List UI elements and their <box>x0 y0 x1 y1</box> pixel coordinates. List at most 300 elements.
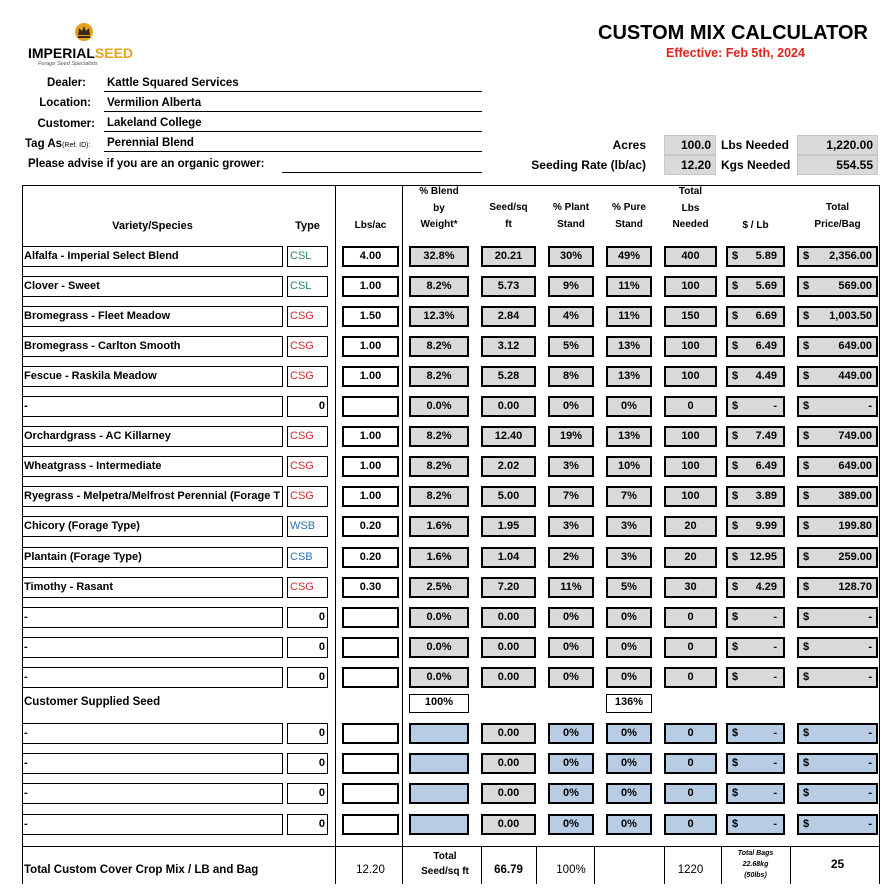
price-per-lb-cell <box>726 396 785 417</box>
price-per-lb-cell <box>726 637 785 658</box>
total-lbs-cell: 100 <box>664 426 717 447</box>
variety-field[interactable]: Bromegrass - Carlton Smooth <box>22 336 283 357</box>
lbs-ac-field[interactable]: 0.30 <box>342 577 399 598</box>
type-field[interactable]: 0 <box>287 783 328 804</box>
crown-icon <box>74 22 94 42</box>
total-price-cell-value: - <box>868 400 872 413</box>
table-row <box>0 392 892 422</box>
table-row <box>0 810 892 840</box>
kgs-needed-label: Kgs Needed <box>721 158 791 172</box>
type-field[interactable]: CSG <box>287 456 328 477</box>
currency-symbol: $ <box>803 640 810 653</box>
total-price-cell <box>797 306 878 327</box>
currency-symbol: $ <box>803 280 810 293</box>
customer-field[interactable]: Lakeland College <box>104 114 482 132</box>
pure-stand-cell: 49% <box>606 246 652 267</box>
price-per-lb-cell-value: 4.49 <box>755 370 777 383</box>
total-lbs-cell: 20 <box>664 547 717 568</box>
blend-cell <box>409 753 469 774</box>
plant-stand-cell: 0% <box>548 783 594 804</box>
currency-symbol: $ <box>803 670 810 683</box>
plant-stand-cell: 11% <box>548 577 594 598</box>
currency-symbol: $ <box>803 460 810 473</box>
table-row <box>0 779 892 809</box>
blend-cell: 8.2% <box>409 366 469 387</box>
lbs-ac-field[interactable]: 0.20 <box>342 547 399 568</box>
seed-sqft-cell: 0.00 <box>481 783 536 804</box>
pure-stand-cell: 13% <box>606 426 652 447</box>
table-row <box>0 719 892 749</box>
type-field[interactable]: CSG <box>287 366 328 387</box>
type-field[interactable]: 0 <box>287 667 328 688</box>
price-per-lb-cell-value: - <box>773 727 777 739</box>
acres-value[interactable]: 100.0 <box>664 135 716 155</box>
total-lbs-cell: 0 <box>664 753 717 774</box>
lbs-ac-field[interactable]: 1.00 <box>342 456 399 477</box>
lbs-ac-field[interactable] <box>342 723 399 744</box>
currency-symbol: $ <box>732 340 739 353</box>
price-per-lb-cell <box>726 456 785 477</box>
plant-stand-cell: 8% <box>548 366 594 387</box>
table-row <box>0 482 892 512</box>
seeding-rate-value: 12.20 <box>664 155 716 175</box>
pure-stand-cell: 0% <box>606 607 652 628</box>
lbs-ac-field[interactable] <box>342 607 399 628</box>
currency-symbol: $ <box>803 370 810 383</box>
page-title: CUSTOM MIX CALCULATOR <box>598 22 868 44</box>
blend-cell: 1.6% <box>409 516 469 537</box>
plant-stand-cell: 3% <box>548 456 594 477</box>
price-per-lb-cell-value: 5.89 <box>755 250 777 262</box>
customer-supplied-label: Customer Supplied Seed <box>24 696 161 708</box>
header-pure: % Pure Stand <box>612 202 646 230</box>
currency-symbol: $ <box>803 520 810 533</box>
total-price-cell-value: 128.70 <box>838 580 872 593</box>
price-per-lb-cell-value: - <box>773 817 777 830</box>
price-per-lb-cell <box>726 607 785 628</box>
pure-stand-cell: 0% <box>606 753 652 774</box>
header-per-lb: $ / Lb <box>742 220 769 231</box>
header-total: Total Lbs Needed <box>672 186 709 230</box>
type-field[interactable]: CSG <box>287 486 328 507</box>
total-price-cell-value: 2,356.00 <box>829 250 872 262</box>
total-price-cell <box>797 366 878 387</box>
total-lbs-cell: 20 <box>664 516 717 537</box>
lbs-ac-field[interactable]: 4.00 <box>342 246 399 267</box>
header-plant: % Plant Stand <box>552 202 590 230</box>
total-price-cell <box>797 577 878 598</box>
type-field[interactable]: CSL <box>287 276 328 297</box>
currency-symbol: $ <box>803 727 810 739</box>
currency-symbol: $ <box>732 610 739 623</box>
seed-sqft-cell: 12.40 <box>481 426 536 447</box>
currency-symbol: $ <box>732 580 739 593</box>
price-per-lb-cell <box>726 667 785 688</box>
pure-stand-cell: 3% <box>606 547 652 568</box>
currency-symbol: $ <box>732 370 739 383</box>
type-field[interactable]: WSB <box>287 516 328 537</box>
price-per-lb-cell-value: - <box>773 670 777 683</box>
blend-cell: 8.2% <box>409 336 469 357</box>
plant-stand-cell: 0% <box>548 814 594 835</box>
variety-field[interactable]: - <box>22 607 283 628</box>
price-per-lb-cell <box>726 336 785 357</box>
table-row <box>0 422 892 452</box>
currency-symbol: $ <box>732 727 739 739</box>
type-field[interactable]: CSG <box>287 426 328 447</box>
total-price-cell-value: 569.00 <box>838 280 872 293</box>
type-field[interactable]: 0 <box>287 607 328 628</box>
seed-sqft-cell: 7.20 <box>481 577 536 598</box>
col-divider <box>481 846 482 884</box>
plant-stand-cell: 30% <box>548 246 594 267</box>
seed-sqft-cell: 20.21 <box>481 246 536 267</box>
total-price-cell <box>797 456 878 477</box>
currency-symbol: $ <box>803 610 810 623</box>
total-price-cell <box>797 723 878 744</box>
total-lbs-cell: 0 <box>664 396 717 417</box>
footer-seed-label: Total Seed/sq ft <box>421 851 469 877</box>
variety-field[interactable]: Alfalfa - Imperial Select Blend <box>22 246 283 267</box>
plant-stand-cell: 9% <box>548 276 594 297</box>
acres-label: Acres <box>612 138 646 152</box>
blend-cell <box>409 783 469 804</box>
organic-field[interactable] <box>282 172 482 173</box>
lbs-ac-field[interactable]: 1.00 <box>342 336 399 357</box>
price-per-lb-cell-value: - <box>773 640 777 653</box>
total-price-cell-value: 649.00 <box>838 460 872 473</box>
currency-symbol: $ <box>803 787 810 800</box>
total-price-cell <box>797 783 878 804</box>
pure-stand-cell: 0% <box>606 783 652 804</box>
total-lbs-cell: 100 <box>664 456 717 477</box>
currency-symbol: $ <box>732 310 739 323</box>
currency-symbol: $ <box>732 670 739 683</box>
plant-stand-cell: 19% <box>548 426 594 447</box>
seed-sqft-cell: 1.95 <box>481 516 536 537</box>
header-seed: Seed/sq ft <box>489 202 528 230</box>
blend-cell: 1.6% <box>409 547 469 568</box>
plant-stand-cell: 3% <box>548 516 594 537</box>
price-per-lb-cell <box>726 486 785 507</box>
pure-total: 136% <box>606 694 652 713</box>
location-field[interactable]: Vermilion Alberta <box>104 94 482 112</box>
footer-bags: 25 <box>830 857 845 871</box>
variety-field[interactable]: Clover - Sweet <box>22 276 283 297</box>
lbs-ac-field[interactable] <box>342 814 399 835</box>
type-field[interactable]: CSG <box>287 306 328 327</box>
effective-date: Effective: Feb 5th, 2024 <box>666 46 805 60</box>
total-price-cell-value: - <box>868 817 872 830</box>
currency-symbol: $ <box>803 340 810 353</box>
price-per-lb-cell-value: 5.69 <box>755 280 777 293</box>
blend-cell <box>409 723 469 744</box>
variety-field[interactable]: Orchardgrass - AC Killarney <box>22 426 283 447</box>
total-price-cell <box>797 396 878 417</box>
pure-stand-cell: 3% <box>606 516 652 537</box>
seed-sqft-cell: 0.00 <box>481 637 536 658</box>
col-divider <box>536 846 537 884</box>
total-price-cell-value: 449.00 <box>838 370 872 383</box>
plant-stand-cell: 0% <box>548 753 594 774</box>
total-lbs-cell: 0 <box>664 723 717 744</box>
price-per-lb-cell-value: - <box>773 610 777 623</box>
lbs-ac-field[interactable] <box>342 396 399 417</box>
dealer-label: Dealer: <box>47 77 86 89</box>
footer-lbs-ac: 12.20 <box>356 864 385 876</box>
price-per-lb-cell-value: 12.95 <box>749 550 777 563</box>
type-field[interactable]: 0 <box>287 637 328 658</box>
table-row <box>0 302 892 332</box>
type-field[interactable]: 0 <box>287 723 328 744</box>
seed-sqft-cell: 5.28 <box>481 366 536 387</box>
seeding-rate-label: Seeding Rate (lb/ac) <box>531 158 646 172</box>
total-price-cell <box>797 607 878 628</box>
footer-seed-total: 66.79 <box>494 864 523 876</box>
price-per-lb-cell <box>726 577 785 598</box>
total-price-cell-value: - <box>868 640 872 653</box>
pure-stand-cell: 10% <box>606 456 652 477</box>
currency-symbol: $ <box>732 430 739 443</box>
total-lbs-cell: 30 <box>664 577 717 598</box>
blend-cell: 0.0% <box>409 667 469 688</box>
total-price-cell-value: - <box>868 670 872 683</box>
plant-stand-cell: 7% <box>548 486 594 507</box>
seed-sqft-cell: 0.00 <box>481 723 536 744</box>
table-row <box>0 663 892 693</box>
col-divider <box>790 846 791 884</box>
currency-symbol: $ <box>803 757 810 770</box>
footer-total-lbs: 1220 <box>677 864 704 876</box>
currency-symbol: $ <box>732 550 739 563</box>
price-per-lb-cell-value: - <box>773 757 777 770</box>
seed-sqft-cell: 2.02 <box>481 456 536 477</box>
plant-stand-cell: 2% <box>548 547 594 568</box>
plant-stand-cell: 0% <box>548 607 594 628</box>
blend-cell: 2.5% <box>409 577 469 598</box>
pure-stand-cell: 13% <box>606 366 652 387</box>
blend-cell: 32.8% <box>409 246 469 267</box>
total-lbs-cell: 0 <box>664 783 717 804</box>
lbs-ac-field[interactable] <box>342 753 399 774</box>
lbs-ac-field[interactable] <box>342 637 399 658</box>
total-lbs-cell: 100 <box>664 336 717 357</box>
type-field[interactable]: 0 <box>287 814 328 835</box>
variety-field[interactable]: - <box>22 637 283 658</box>
blend-cell: 8.2% <box>409 276 469 297</box>
tag-field[interactable]: Perennial Blend <box>104 134 482 152</box>
total-lbs-cell: 0 <box>664 667 717 688</box>
total-price-cell-value: - <box>868 727 872 739</box>
blend-cell: 8.2% <box>409 456 469 477</box>
total-lbs-cell: 100 <box>664 276 717 297</box>
seed-sqft-cell: 5.00 <box>481 486 536 507</box>
type-field[interactable]: 0 <box>287 396 328 417</box>
currency-symbol: $ <box>732 400 739 413</box>
price-per-lb-cell <box>726 276 785 297</box>
type-field[interactable]: CSL <box>287 246 328 267</box>
currency-symbol: $ <box>732 520 739 533</box>
total-price-cell-value: 259.00 <box>838 550 872 563</box>
total-price-cell-value: 199.80 <box>838 520 872 533</box>
total-lbs-cell: 0 <box>664 814 717 835</box>
variety-field[interactable]: - <box>22 814 283 835</box>
header-blend: % Blend by Weight* <box>419 186 459 230</box>
variety-field[interactable]: - <box>22 783 283 804</box>
seed-sqft-cell: 0.00 <box>481 607 536 628</box>
variety-field[interactable]: Fescue - Raskila Meadow <box>22 366 283 387</box>
blend-cell <box>409 814 469 835</box>
seed-sqft-cell: 0.00 <box>481 753 536 774</box>
variety-field[interactable]: Chicory (Forage Type) <box>22 516 283 537</box>
blend-cell: 0.0% <box>409 396 469 417</box>
price-per-lb-cell <box>726 426 785 447</box>
header-variety: Variety/Species <box>112 220 193 232</box>
variety-field[interactable]: Ryegrass - Melpetra/Melfrost Perennial (Forage T <box>22 486 283 507</box>
variety-field[interactable]: Plantain (Forage Type) <box>22 547 283 568</box>
variety-field[interactable]: - <box>22 753 283 774</box>
pure-stand-cell: 0% <box>606 814 652 835</box>
blend-total: 100% <box>409 694 469 713</box>
price-per-lb-cell <box>726 753 785 774</box>
plant-stand-cell: 0% <box>548 723 594 744</box>
type-field[interactable]: CSG <box>287 577 328 598</box>
total-price-cell <box>797 246 878 267</box>
currency-symbol: $ <box>803 550 810 563</box>
currency-symbol: $ <box>803 430 810 443</box>
dealer-field[interactable]: Kattle Squared Services <box>104 74 482 92</box>
pure-stand-cell: 13% <box>606 336 652 357</box>
variety-field[interactable]: Bromegrass - Fleet Meadow <box>22 306 283 327</box>
pure-stand-cell: 0% <box>606 396 652 417</box>
currency-symbol: $ <box>732 640 739 653</box>
price-per-lb-cell <box>726 723 785 744</box>
blend-cell: 8.2% <box>409 486 469 507</box>
total-price-cell <box>797 516 878 537</box>
currency-symbol: $ <box>803 490 810 503</box>
price-per-lb-cell-value: 6.69 <box>755 310 777 323</box>
currency-symbol: $ <box>732 757 739 770</box>
lbs-ac-field[interactable]: 0.20 <box>342 516 399 537</box>
variety-field[interactable]: Wheatgrass - Intermediate <box>22 456 283 477</box>
variety-field[interactable]: - <box>22 396 283 417</box>
variety-field[interactable]: Timothy - Rasant <box>22 577 283 598</box>
pure-stand-cell: 7% <box>606 486 652 507</box>
variety-field[interactable]: - <box>22 667 283 688</box>
currency-symbol: $ <box>732 460 739 473</box>
price-per-lb-cell-value: - <box>773 400 777 413</box>
col-divider <box>664 846 665 884</box>
lbs-ac-field[interactable]: 1.00 <box>342 276 399 297</box>
lbs-ac-field[interactable]: 1.00 <box>342 486 399 507</box>
seed-sqft-cell: 2.84 <box>481 306 536 327</box>
total-price-cell <box>797 276 878 297</box>
price-per-lb-cell-value: 6.49 <box>755 340 777 353</box>
customer-label: Customer: <box>37 118 95 130</box>
total-price-cell <box>797 547 878 568</box>
type-field[interactable]: CSB <box>287 547 328 568</box>
price-per-lb-cell <box>726 246 785 267</box>
price-per-lb-cell <box>726 366 785 387</box>
seed-sqft-cell: 3.12 <box>481 336 536 357</box>
plant-stand-cell: 0% <box>548 667 594 688</box>
brand-logo <box>28 22 148 67</box>
currency-symbol: $ <box>803 817 810 830</box>
lbs-ac-field[interactable] <box>342 667 399 688</box>
currency-symbol: $ <box>732 787 739 800</box>
header-price: Total Price/Bag <box>814 202 861 230</box>
col-divider <box>594 846 595 884</box>
total-price-cell-value: 649.00 <box>838 340 872 353</box>
price-per-lb-cell <box>726 783 785 804</box>
location-label: Location: <box>39 97 91 109</box>
total-price-cell <box>797 336 878 357</box>
lbs-ac-field[interactable]: 1.50 <box>342 306 399 327</box>
total-lbs-cell: 400 <box>664 246 717 267</box>
pure-stand-cell: 0% <box>606 667 652 688</box>
tag-label: Tag As(Ref. ID): <box>25 138 91 150</box>
price-per-lb-cell-value: 4.29 <box>755 580 777 593</box>
pure-stand-cell: 11% <box>606 276 652 297</box>
lbs-needed-value: 1,220.00 <box>797 135 878 155</box>
currency-symbol: $ <box>803 310 810 323</box>
total-lbs-cell: 0 <box>664 607 717 628</box>
table-row <box>0 603 892 633</box>
table-row <box>0 332 892 362</box>
currency-symbol: $ <box>732 250 739 262</box>
table-row <box>0 452 892 482</box>
price-per-lb-cell-value: - <box>773 787 777 800</box>
blend-cell: 12.3% <box>409 306 469 327</box>
seed-sqft-cell: 5.73 <box>481 276 536 297</box>
total-price-cell-value: - <box>868 610 872 623</box>
price-per-lb-cell-value: 7.49 <box>755 430 777 443</box>
seed-sqft-cell: 0.00 <box>481 814 536 835</box>
price-per-lb-cell-value: 6.49 <box>755 460 777 473</box>
pure-stand-cell: 11% <box>606 306 652 327</box>
footer-plant-total: 100% <box>556 864 586 876</box>
price-per-lb-cell <box>726 516 785 537</box>
price-per-lb-cell <box>726 814 785 835</box>
lbs-ac-field[interactable]: 1.00 <box>342 426 399 447</box>
lbs-ac-field[interactable]: 1.00 <box>342 366 399 387</box>
currency-symbol: $ <box>732 490 739 503</box>
table-row <box>0 573 892 603</box>
table-row <box>0 272 892 302</box>
total-price-cell <box>797 667 878 688</box>
total-price-cell-value: - <box>868 757 872 770</box>
pure-stand-cell: 0% <box>606 637 652 658</box>
plant-stand-cell: 0% <box>548 637 594 658</box>
blend-cell: 8.2% <box>409 426 469 447</box>
brand-tagline: Forage Seed Specialists <box>38 61 98 67</box>
variety-field[interactable]: - <box>22 723 283 744</box>
lbs-ac-field[interactable] <box>342 783 399 804</box>
total-price-cell-value: 1,003.50 <box>829 310 872 323</box>
kgs-needed-value: 554.55 <box>797 155 878 175</box>
total-price-cell-value: 749.00 <box>838 430 872 443</box>
currency-symbol: $ <box>732 280 739 293</box>
pure-stand-cell: 5% <box>606 577 652 598</box>
total-price-cell <box>797 426 878 447</box>
organic-label: Please advise if you are an organic grower: <box>28 158 265 170</box>
total-price-cell-value: - <box>868 787 872 800</box>
currency-symbol: $ <box>732 817 739 830</box>
total-price-cell-value: 389.00 <box>838 490 872 503</box>
seed-sqft-cell: 0.00 <box>481 396 536 417</box>
type-field[interactable]: 0 <box>287 753 328 774</box>
type-field[interactable]: CSG <box>287 336 328 357</box>
